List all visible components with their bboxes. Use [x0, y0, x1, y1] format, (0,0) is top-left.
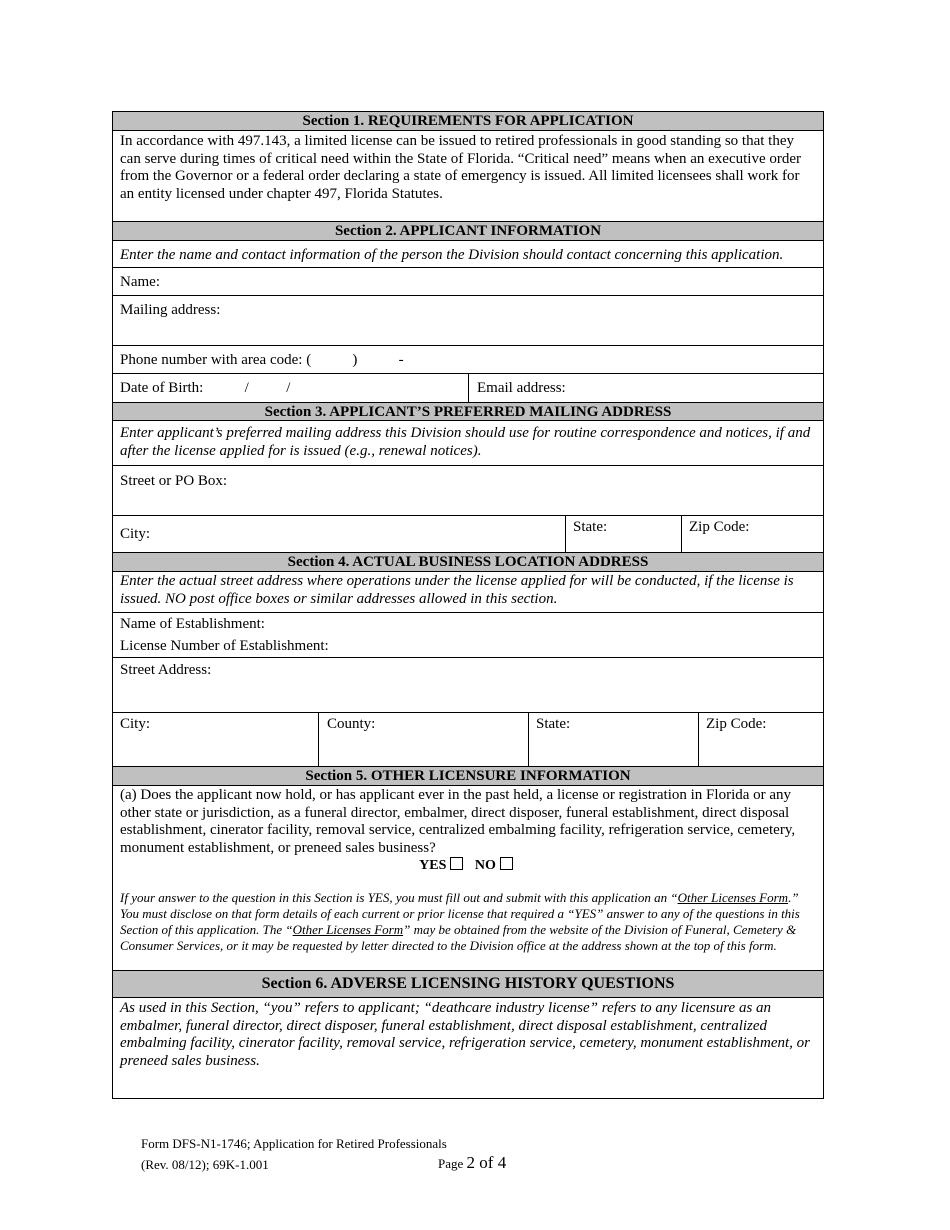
- yes-no-options: [113, 857, 823, 874]
- dob-email-row: [113, 374, 823, 402]
- section-3-instructions: [113, 421, 823, 466]
- yes-label: YES: [419, 858, 447, 873]
- establishment-fields: [113, 613, 823, 658]
- name-field[interactable]: [113, 268, 823, 296]
- dob-label[interactable]: Date of Birth: / /: [120, 380, 291, 396]
- divider: [681, 516, 682, 553]
- mailing-address-label: Mailing address:: [120, 302, 221, 318]
- section-1-text: In accordance with 497.143, a limited license can be issued to retired professionals in good standing so that they can serve during times of critical need within the State of Florida. “Critical need” means when an executive order from the Governor or a federal order declaring a state of emergency is issued. All limited licensees shall work for an entity licensed under chapter 497, Florida Statutes.: [120, 133, 801, 202]
- divider: [468, 374, 469, 402]
- divider: [528, 713, 529, 767]
- section-5-body: [113, 786, 823, 971]
- section-1-body: [113, 131, 823, 222]
- preferred-zip-label[interactable]: Zip Code:: [689, 519, 750, 535]
- preferred-city-label[interactable]: City:: [120, 526, 151, 542]
- business-street-label: Street Address:: [120, 662, 212, 678]
- note-text-3: ” may be obtained from the website of the Division of Funeral, Cemetery & Consumer Services, or it may be requested by letter directed to the Division office at the address shown at the top of this form.: [120, 922, 797, 953]
- email-label[interactable]: Email address:: [477, 380, 566, 396]
- section-5-header: Section 5. OTHER LICENSURE INFORMATION: [113, 767, 823, 786]
- section-4-instructions-text: Enter the actual street address where operations under the license applied for will be conducted, if the license is issued. NO post office boxes or similar addresses allowed in this section.: [120, 573, 794, 607]
- business-street-field[interactable]: [113, 658, 823, 713]
- name-label: Name:: [120, 274, 160, 290]
- business-county-label[interactable]: County:: [327, 716, 376, 732]
- page-number-value: 2 of 4: [466, 1153, 507, 1172]
- preferred-state-label[interactable]: State:: [573, 519, 608, 535]
- phone-label: Phone number with area code: ( ) -: [120, 352, 404, 368]
- section-2-instructions-text: Enter the name and contact information of the person the Division should contact concerning this application.: [120, 247, 784, 263]
- mailing-address-field[interactable]: [113, 296, 823, 346]
- section-6-header: Section 6. ADVERSE LICENSING HISTORY QUESTIONS: [113, 971, 823, 998]
- section-4-instructions: [113, 572, 823, 613]
- divider: [698, 713, 699, 767]
- section-1-header: Section 1. REQUIREMENTS FOR APPLICATION: [113, 112, 823, 131]
- business-city-label[interactable]: City:: [120, 716, 151, 732]
- application-form: [112, 111, 824, 1099]
- establishment-name-label[interactable]: Name of Establishment:: [120, 616, 265, 632]
- section-6-body: [113, 998, 823, 1098]
- preferred-city-row: [113, 516, 823, 553]
- section-4-header: Section 4. ACTUAL BUSINESS LOCATION ADDRESS: [113, 553, 823, 572]
- other-licenses-form-link[interactable]: Other Licenses Form: [677, 890, 789, 905]
- section-3-header: Section 3. APPLICANT’S PREFERRED MAILING ADDRESS: [113, 402, 823, 421]
- page-number: [438, 1153, 506, 1173]
- section-2-instructions: [113, 241, 823, 268]
- phone-field[interactable]: [113, 346, 823, 374]
- no-checkbox[interactable]: [500, 857, 513, 870]
- other-licenses-note: [120, 890, 815, 954]
- business-city-row: [113, 713, 823, 767]
- no-label: NO: [474, 858, 496, 873]
- footer-form-line: Form DFS-N1-1746; Application for Retired Professionals: [141, 1136, 447, 1151]
- yes-checkbox[interactable]: [450, 857, 463, 870]
- preferred-street-label: Street or PO Box:: [120, 473, 228, 489]
- divider: [565, 516, 566, 553]
- other-licensure-question: (a) Does the applicant now hold, or has applicant ever in the past held, a license or registration in Florida or any other state or jurisdiction, as a funeral director, embalmer, direct disposer, funeral establishment, direct disposal establishment, cinerator facility, removal service, centralized embalming facility, refrigeration service, cemetery, monument establishment, or preneed sales business?: [120, 787, 796, 856]
- divider: [318, 713, 319, 767]
- section-3-instructions-text: Enter applicant’s preferred mailing address this Division should use for routine correspondence and notices, if and after the license applied for is issued (e.g., renewal notices).: [120, 425, 811, 459]
- page-prefix: Page: [438, 1156, 464, 1171]
- business-zip-label[interactable]: Zip Code:: [706, 716, 767, 732]
- note-text-2: .” You must disclose on that form details of each current or prior license that required a “YES” answer to any of the questions in this Section of this application. The “: [120, 890, 800, 937]
- section-2-header: Section 2. APPLICANT INFORMATION: [113, 222, 823, 241]
- preferred-street-field[interactable]: [113, 466, 823, 516]
- other-licenses-form-link[interactable]: Other Licenses Form: [292, 922, 404, 937]
- footer-rev-line: (Rev. 08/12); 69K-1.001: [141, 1157, 269, 1172]
- section-6-text: As used in this Section, “you” refers to applicant; “deathcare industry license” refers to any licensure as an embalmer, funeral director, direct disposer, funeral establishment, direct disposal establishment, centralized embalming facility, cinerator facility, removal service, refrigeration service, cemetery, monument establishment, or preneed sales business.: [120, 1000, 810, 1069]
- establishment-license-label[interactable]: License Number of Establishment:: [120, 638, 329, 654]
- note-text-1: If your answer to the question in this Section is YES, you must fill out and submit with this application an “: [120, 890, 678, 905]
- business-state-label[interactable]: State:: [536, 716, 571, 732]
